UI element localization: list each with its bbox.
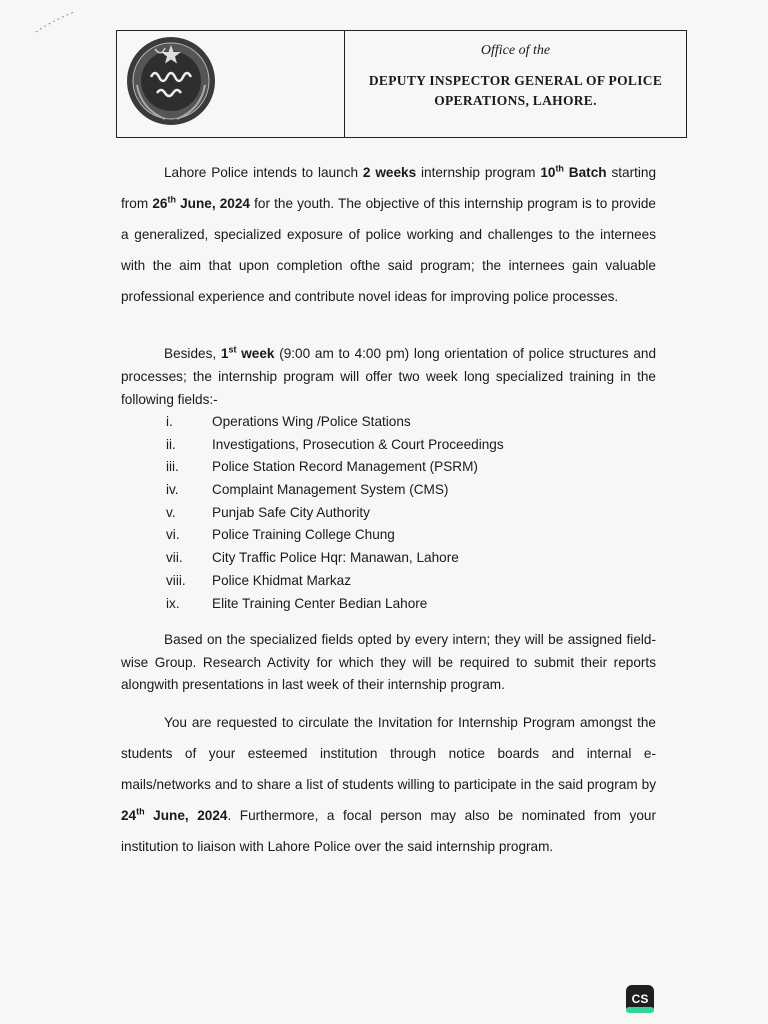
office-title-cell — [345, 31, 686, 137]
list-item: vi. Police Training College Chung — [166, 527, 395, 543]
list-item: ix. Elite Training Center Bedian Lahore — [166, 595, 428, 611]
office-name-line2: OPERATIONS, LAHORE. — [434, 93, 597, 108]
paragraph-request: You are requested to circulate the Invitation for Internship Program amongst the students of your esteemed institution through notice boards and internal e-mails/networks and to share a list of students willing to participate in the said program by 24th June, 2024. Furthermore, a focal person may also be nominated from your institution to liaison with Lahore Police over the said internship program. — [121, 715, 656, 854]
paragraph-assignment: Based on the specialized fields opted by every intern; they will be assigned field-wise Group. Research Activity for which they will be required to submit their reports alongwith presentations in last week of their internship program. — [121, 632, 656, 692]
list-item: iv. Complaint Management System (CMS) — [166, 482, 449, 498]
list-item: v. Punjab Safe City Authority — [166, 504, 370, 520]
list-item: ii. Investigations, Prosecution & Court Proceedings — [166, 436, 504, 452]
office-name — [345, 71, 686, 111]
list-item: iii. Police Station Record Management (PSRM) — [166, 459, 478, 475]
letterhead — [116, 30, 687, 138]
svg-text:CS: CS — [631, 992, 649, 1006]
paragraph-intro: Lahore Police intends to launch 2 weeks internship program 10th Batch starting from 26th June, 2024 for the youth. The objective of this internship program is to provide a generalized, specialized exposure of police working and challenges to the internees with the aim that upon completion ofthe said program; the internees gain valuable professional experience and contribute novel ideas for improving police processes. — [121, 163, 657, 304]
police-emblem-icon — [125, 35, 217, 127]
list-item: viii. Police Khidmat Markaz — [166, 572, 352, 588]
list-item: i. Operations Wing /Police Stations — [166, 414, 411, 429]
camscanner-logo-icon — [626, 985, 654, 1013]
fields-list — [166, 414, 504, 618]
list-item: vii. City Traffic Police Hqr: Manawan, Lahore — [166, 550, 459, 566]
pen-stroke-mark — [30, 6, 80, 36]
paragraph-orientation: Besides, 1st week (9:00 am to 4:00 pm) long orientation of police structures and processes; the internship program will offer two week long specialized training in the following fields:- — [121, 344, 657, 407]
office-of-label: Office of the — [480, 43, 551, 58]
office-name-line1: DEPUTY INSPECTOR GENERAL OF POLICE — [368, 73, 663, 88]
emblem-cell — [117, 31, 345, 137]
